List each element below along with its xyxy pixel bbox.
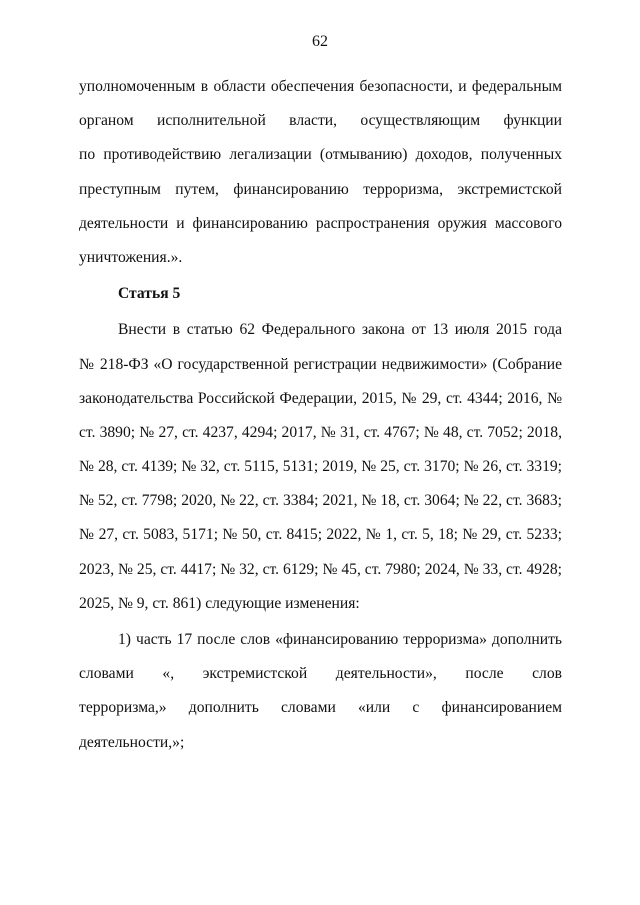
text-line: уполномоченным в области обеспечения безопасности, и федеральным: [79, 78, 562, 95]
text-line: преступным путем, финансированию терроризма, экстремистской: [79, 180, 562, 198]
text-line: № 27, ст. 5083, 5171; № 50, ст. 8415; 2022, № 1, ст. 5, 18; № 29, ст. 5233;: [79, 526, 562, 544]
article-heading: Статья 5: [118, 285, 181, 303]
paragraph-amendment-intro: [79, 313, 562, 621]
text-line: 1) часть 17 после слов «финансированию терроризма» дополнить: [118, 631, 562, 648]
text-line: № 218-ФЗ «О государственной регистрации недвижимости» (Собрание: [79, 355, 562, 373]
text-line: уничтожения.».: [79, 248, 183, 266]
text-line: деятельности,»;: [79, 733, 185, 751]
text-line: Внести в статью 62 Федерального закона от 13 июля 2015 года: [118, 321, 562, 339]
text-line: законодательства Российской Федерации, 2015, № 29, ст. 4344; 2016, №: [79, 389, 562, 407]
text-line: № 52, ст. 7798; 2020, № 22, ст. 3384; 2021, № 18, ст. 3064; № 22, ст. 3683;: [79, 492, 562, 510]
text-line: словами «, экстремистской деятельности», после слов: [79, 665, 562, 683]
document-body: [79, 70, 562, 760]
text-line: по противодействию легализации (отмыванию) доходов, полученных: [79, 146, 562, 164]
page-number: 62: [312, 33, 328, 50]
text-line: деятельности и финансированию распространения оружия массового: [79, 214, 562, 232]
text-line: 2023, № 25, ст. 4417; № 32, ст. 6129; № 45, ст. 7980; 2024, № 33, ст. 4928;: [79, 560, 562, 578]
text-line: ст. 3890; № 27, ст. 4237, 4294; 2017, № 31, ст. 4767; № 48, ст. 7052; 2018,: [79, 423, 562, 441]
text-line: терроризма,» дополнить словами «или с финансированием: [79, 699, 562, 717]
paragraph-item-1: [79, 623, 562, 760]
paragraph-continuation: [79, 70, 562, 275]
text-line: № 28, ст. 4139; № 32, ст. 5115, 5131; 2019, № 25, ст. 3170; № 26, ст. 3319;: [79, 458, 562, 476]
text-line: 2025, № 9, ст. 861) следующие изменения:: [79, 594, 360, 612]
text-line: органом исполнительной власти, осуществляющим функции: [79, 112, 562, 130]
